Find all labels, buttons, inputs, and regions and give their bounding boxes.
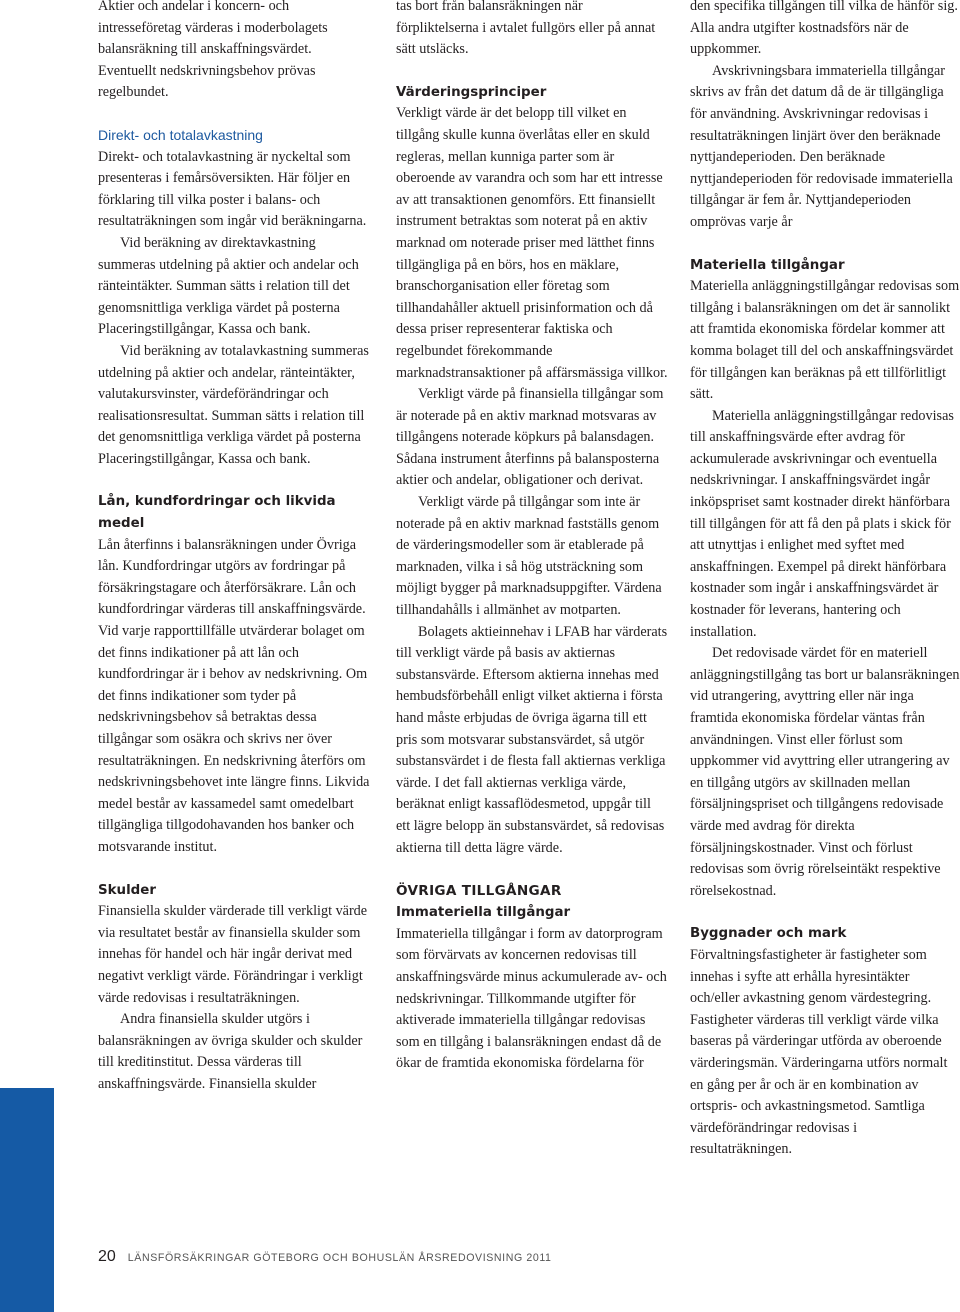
heading-immateriella-tillgangar: Immateriella tillgångar	[396, 905, 571, 921]
paragraph: Avskrivningsbara immateriella tillgångar skrivs av från det datum då de är tillgängliga för användning. Avskrivningar redovisas i resultaträkningen linjärt över den beräknade nyttjandeperioden. Den beräknade nyttjandeperioden för redovisade immateriella tillgångar är fem år. Nyttjandeperioden omprövas varje år	[690, 62, 953, 230]
paragraph: Verkligt värde är det belopp till vilket en tillgång skulle kunna överlåtas eller en skuld regleras, mellan kunniga parter som är oberoende av varandra och som har ett intresse av att transaktionen genomförs. Ett finansiellt instrument betraktas som noterat på en aktiv marknad om noterade priser med lätthet finns tillgängliga på en börs, hos en mäklare, branschorganisation eller företag som tillhandahåller aktuell prisinformation och då dessa priser representerar faktiska och regelbundet förekommande marknadstransaktioner på affärsmässiga villkor.	[396, 105, 668, 381]
heading-skulder: Skulder	[98, 882, 156, 898]
paragraph: Vid beräkning av totalavkastning summeras utdelning på aktier och andelar, ränteintäkter, valutakursvinster, värdeförändringar och realisationsresultat. Summan sätts i relation till det genomsnittliga verkliga värdet på posterna Placeringstillgångar, Kassa och bank.	[98, 342, 369, 467]
paragraph: Materiella anläggningstillgångar redovisas till anskaffningsvärde efter avdrag för ackumulerade avskrivningar och eventuella nedskrivningar. I anskaffningsvärdet ingår inköpspriset samt kostnader direkt hänförbara till tillgången för att få den på plats i skick för att utnyttjas i enlighet med syftet med anskaffningen. Exempel på direkt hänförbara kostnader som ingår i anskaffningsvärdet är kostnader för leverans, hantering och installation.	[690, 407, 954, 640]
heading-materiella-tillgangar: Materiella tillgångar	[690, 257, 845, 273]
paragraph: den specifika tillgången till vilka de hänför sig. Alla andra utgifter kostnadsförs när de uppkommer.	[690, 0, 958, 58]
paragraph: Lån återfinns i balansräkningen under Övriga lån. Kundfordringar utgörs av fordringar på försäkringstagare och återförsäkrare. Lån och kundfordringar värderas till anskaffningsvärde. Vid varje rapporttillfälle utvärderar bolaget om det finns indikationer på att lån och kundfordringar är i behov av nedskrivning. Om det finns indikationer som tyder på nedskrivningsbehov så betraktas dessa tillgångar som osäkra och skrivs ner över resultaträkningen. En nedskrivning återförs om nedskrivningsbehovet inte längre finns. Likvida medel består av kassamedel samt omedelbart tillgängliga tillgodohavanden hos banker och motsvarande institut.	[98, 536, 370, 855]
heading-ovriga-tillgangar: ÖVRIGA TILLGÅNGAR	[396, 883, 562, 900]
paragraph: Materiella anläggningstillgångar redovisas som tillgång i balansräkningen om det är sannolikt att framtida ekonomiska fördelar kommer att komma bolaget till del och anskaffningsvärdet för tillgången kan beräknas på ett tillförlitligt sätt.	[690, 278, 960, 403]
paragraph: Verkligt värde på tillgångar som inte är noterade på en aktiv marknad fastställs genom de värderingsmodeller som är etablerade på marknaden, vilka i så hög utsträckning som möjligt bygger på marknadsuppgifter. Värdena tillhandahålls i allmänhet av motparten.	[396, 494, 662, 619]
page-number: 20	[98, 1248, 116, 1265]
paragraph: Vid beräkning av direktavkastning summeras utdelning på aktier och andelar och ränteintäkter. Summan sätts i relation till det genomsnittliga verkliga värdet på posterna Placeringstillgångar, Kassa och bank.	[98, 234, 359, 338]
publication-title: LÄNSFÖRSÄKRINGAR GÖTEBORG OCH BOHUSLÄN ÅRSREDOVISNING 2011	[127, 1252, 552, 1264]
paragraph: Immateriella tillgångar i form av datorprogram som förvärvats av koncernen redovisas till anskaffningsvärde minus ackumulerade av- och nedskrivningar. Tillkommande utgifter för aktiverade immateriella tillgångar redovisas som en tillgång i balansräkningen endast då de ökar de framtida ekonomiska fördelarna för	[396, 925, 667, 1072]
paragraph: Finansiella skulder värderade till verkligt värde via resultatet består av finansiella skulder som innehas för handel och här ingår derivat med negativt verkligt värde. Förändringar i verkligt värde redovisas i resultaträkningen.	[98, 903, 368, 1006]
paragraph: Andra finansiella skulder utgörs i balansräkningen av övriga skulder och skulder till kreditinstitut. Dessa värderas till anskaffningsvärde. Finansiella skulder	[98, 1011, 363, 1092]
paragraph: Verkligt värde på finansiella tillgångar som är noterade på en aktiv marknad motsvaras av tillgångens noterade köpkurs på balansdagen. Sådana instrument återfinns på balansposterna aktier och andelar, obligationer och derivat.	[396, 386, 664, 489]
column-3	[690, 0, 960, 1161]
paragraph: Aktier och andelar i koncern- och intresseföretag värderas i moderbolagets balansräkning till anskaffningsvärdet. Eventuellt nedskrivningsbehov prövas regelbundet.	[98, 0, 328, 101]
paragraph: Direkt- och totalavkastning är nyckeltal som presenteras i femårsöversikten. Här följer en förklaring till vilka poster i balans- och resultaträkningen som ingår vid beräkningarna.	[98, 148, 367, 230]
heading-lan-kundfordringar: Lån, kundfordringar och likvida medel	[98, 494, 336, 532]
side-accent-bar	[0, 1088, 54, 1312]
heading-byggnader-och-mark: Byggnader och mark	[690, 926, 847, 942]
paragraph: Bolagets aktieinnehav i LFAB har värderats till verkligt värde på basis av aktiernas substansvärde. Eftersom aktierna innehas med hembudsförbehåll enligt vilket aktierna i första hand måste erbjudas de övriga ägarna till ett pris som motsvarar substansvärdet, så utgör substansvärdet i de flesta fall aktiernas verkliga värde. I det fall aktiernas verkliga värde, beräknat enligt kassaflödesmetod, uppgår till ett lägre belopp än substansvärdet, så redovisas aktierna till detta lägre värde.	[396, 623, 668, 856]
subheading-direkt-totalavkastning: Direkt- och totalavkastning	[98, 126, 263, 143]
page-footer	[98, 1248, 552, 1266]
heading-varderingsprinciper: Värderingsprinciper	[396, 84, 547, 100]
column-1	[98, 0, 370, 1096]
paragraph: tas bort från balansräkningen när förpliktelserna i avtalet fullgörs eller på annat sätt utsläcks.	[396, 0, 656, 58]
paragraph: Det redovisade värdet för en materiell anläggningstillgång tas bort ur balansräkningen vid utrangering, avyttring eller när inga framtida ekonomiska fördelar väntas från användningen. Vinst eller förlust som uppkommer vid avyttring eller utrangering av en tillgång utgörs av skillnaden mellan försäljningspriset och tillgångens redovisade värde med avdrag för direkta försäljningskostnader. Vinst och förlust redovisas som övrig rörelseintäkt respektive rörelsekostnad.	[690, 645, 960, 899]
paragraph: Förvaltningsfastigheter är fastigheter som innehas i syfte att erhålla hyresintäkter och/eller avkastning genom värdestegring. Fastigheter värderas till verkligt värde vilka baseras på värderingar utförda av oberoende värderingsmän. Värderingarna utförs normalt en gång per år och är en kombination av ortspris- och avkastningsmetod. Samtliga värdeförändringar redovisas i resultaträkningen.	[690, 946, 948, 1158]
column-2	[396, 0, 668, 1075]
